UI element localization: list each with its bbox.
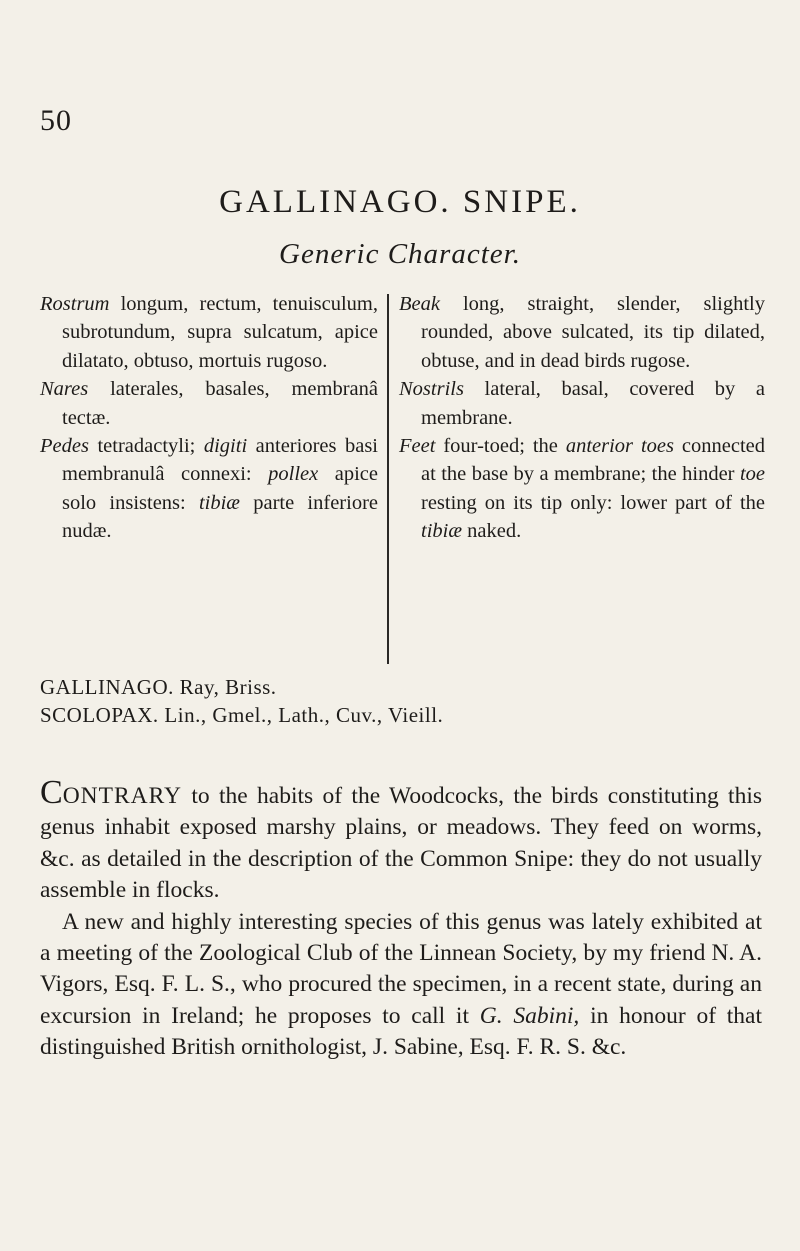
english-entry-nostrils: Nostrils lateral, basal, covered by a membrane.	[399, 378, 765, 429]
latin-entry-nares: Nares laterales, basales, membranâ tectæ.	[40, 378, 378, 429]
drop-cap: C	[40, 774, 63, 811]
latin-entry-rostrum: Rostrum longum, rectum, tenuisculum, subrotundum, supra sulcatum, apice dilatato, obtuso, mortuis rugoso.	[40, 293, 378, 372]
synonym-line: SCOLOPAX. Lin., Gmel., Lath., Cuv., Vieill.	[40, 703, 444, 727]
latin-entry-pedes: Pedes tetradactyli; digiti anteriores basi membranulâ connexi: pollex apice solo insistens: tibiæ parte inferiore nudæ.	[40, 435, 378, 543]
english-entry-beak: Beak long, straight, slender, slightly rounded, above sulcated, its tip dilated, obtuse, and in dead birds rugose.	[399, 293, 765, 372]
body-text	[40, 776, 762, 1064]
synonym-line: GALLINAGO. Ray, Briss.	[40, 675, 277, 699]
english-description-column	[399, 290, 765, 546]
latin-description-column	[40, 290, 378, 546]
section-subtitle: Generic Character.	[279, 238, 521, 270]
page-number: 50	[40, 104, 72, 137]
english-entry-feet: Feet four-toed; the anterior toes connected at the base by a membrane; the hinder toe resting on its tip only: lower part of the tibiæ naked.	[399, 435, 766, 543]
page-title: GALLINAGO. SNIPE.	[219, 184, 581, 220]
paragraph-habits: CONTRARY to the habits of the Woodcocks, the birds constituting this genus inhabit exposed marshy plains, or meadows. They feed on worms, &c. as detailed in the description of the Common Snipe: they do not usually assemble in flocks.	[40, 774, 762, 904]
paragraph-new-species: A new and highly interesting species of this genus was lately exhibited at a meeting of the Zoological Club of the Linnean Society, by my friend N. A. Vigors, Esq. F. L. S., who procured the specimen, in a recent state, during an excursion in Ireland; he proposes to call it G. Sabini, in honour of that distinguished British ornithologist, J. Sabine, Esq. F. R. S. &c.	[40, 908, 763, 1061]
generic-character-columns	[40, 290, 766, 670]
column-divider	[387, 294, 389, 664]
